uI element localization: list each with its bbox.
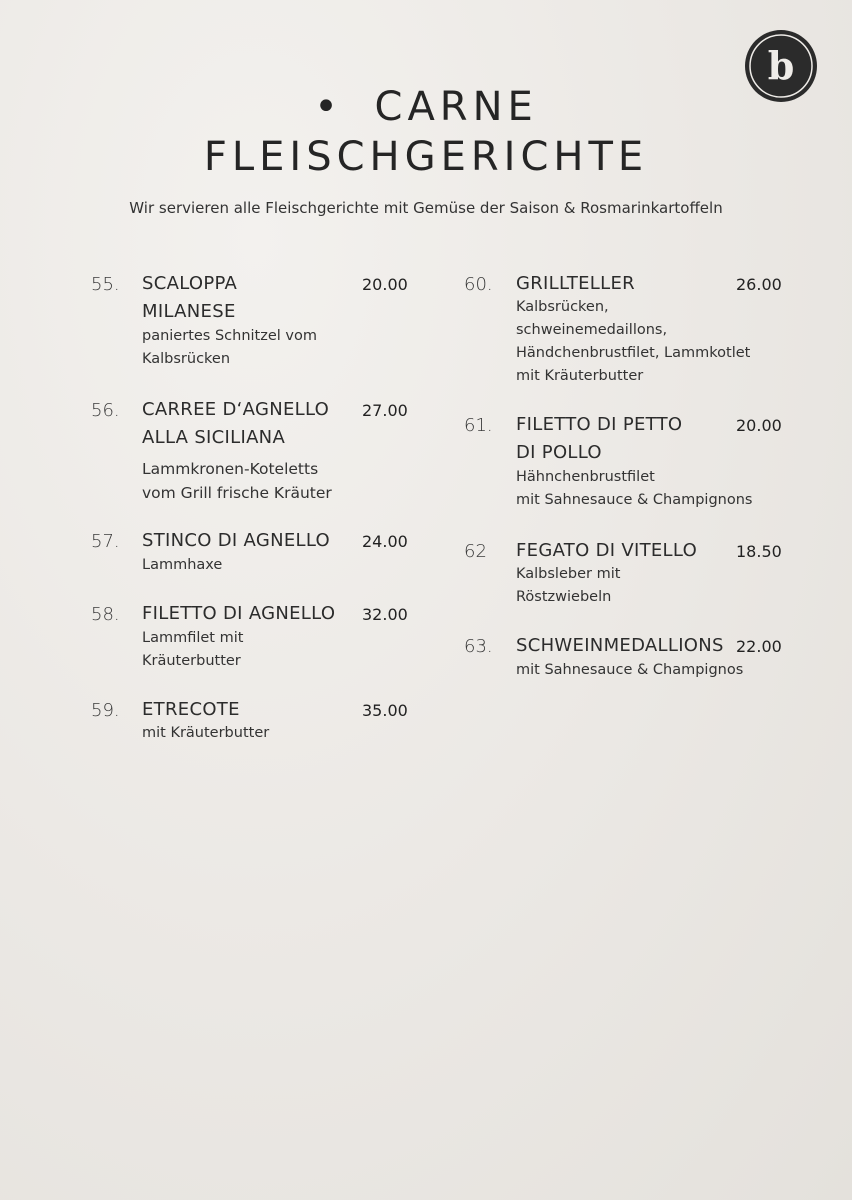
item-description-line: Hähnchenbrustfilet: [516, 469, 655, 485]
item-name-line: GRILLTELLER: [516, 273, 635, 294]
item-description-line: Lammkronen-Koteletts: [142, 460, 319, 478]
item-description-line: Kalbsrücken,: [516, 299, 609, 315]
item-name: [142, 600, 335, 628]
item-description: [516, 296, 750, 388]
item-name: [516, 632, 724, 660]
item-description-line: Händchenbrustfilet, Lammkotlet: [516, 345, 751, 361]
item-number: 61.: [464, 415, 493, 436]
item-description-line: schweinemedaillons,: [516, 322, 668, 338]
item-description-line: mit Sahnesauce & Champignos: [516, 662, 744, 678]
item-name-line: FEGATO DI VITELLO: [516, 540, 698, 561]
item-name-line: MILANESE: [142, 301, 236, 322]
item-name: [142, 527, 330, 555]
item-number: 57.: [91, 531, 120, 552]
item-description: [142, 554, 222, 577]
title-carne: CARNE: [374, 84, 538, 130]
item-description-line: Lammfilet mit: [142, 630, 244, 646]
item-price: 20.00: [736, 416, 782, 435]
title-bullet: •: [314, 84, 343, 130]
item-number: 59.: [91, 700, 120, 721]
item-number: 58.: [91, 604, 120, 625]
item-price: 26.00: [736, 275, 782, 294]
item-number: 60.: [464, 274, 493, 295]
item-description-line: Kalbsleber mit: [516, 566, 621, 582]
item-name: [142, 270, 237, 326]
item-description-line: mit Sahnesauce & Champignons: [516, 492, 753, 508]
item-name-line: CARREE D‘AGNELLO: [142, 399, 330, 420]
item-name: [516, 270, 635, 298]
item-name-line: ETRECOTE: [142, 699, 240, 720]
item-description-line: mit Kräuterbutter: [516, 368, 644, 384]
item-description: [516, 659, 743, 682]
page-title-line-1: [0, 84, 852, 130]
item-description-line: Röstzwiebeln: [516, 589, 612, 605]
item-description-line: vom Grill frische Kräuter: [142, 484, 332, 502]
item-price: 24.00: [362, 532, 408, 551]
item-name-line: SCALOPPA: [142, 273, 238, 294]
item-number: 62: [464, 541, 487, 562]
item-description: [142, 627, 243, 673]
logo-letter: b: [767, 43, 795, 88]
item-description-line: paniertes Schnitzel vom: [142, 328, 317, 344]
item-description-line: Lammhaxe: [142, 557, 223, 573]
item-description-line: Kräuterbutter: [142, 653, 241, 669]
item-number: 56.: [91, 400, 120, 421]
item-description: [516, 563, 620, 609]
item-description: [142, 325, 317, 371]
item-description-line: mit Kräuterbutter: [142, 725, 270, 741]
item-description: [142, 457, 332, 505]
item-name-line: SCHWEINMEDALLIONS: [516, 635, 724, 656]
page-subtitle: Wir servieren alle Fleischgerichte mit Gemüse der Saison & Rosmarinkartoffeln: [129, 199, 723, 217]
item-name-line: FILETTO DI PETTO: [516, 414, 683, 435]
item-number: 63.: [464, 636, 493, 657]
item-description: [516, 466, 752, 512]
item-name: [142, 396, 329, 452]
item-price: 27.00: [362, 401, 408, 420]
item-price: 18.50: [736, 542, 782, 561]
item-name-line: DI POLLO: [516, 442, 602, 463]
item-name: [142, 696, 240, 724]
item-name-line: FILETTO DI AGNELLO: [142, 603, 336, 624]
item-name: [516, 537, 697, 565]
item-price: 20.00: [362, 275, 408, 294]
item-price: 22.00: [736, 637, 782, 656]
item-price: 35.00: [362, 701, 408, 720]
item-name-line: ALLA SICILIANA: [142, 427, 286, 448]
item-number: 55.: [91, 274, 120, 295]
item-name: [516, 411, 682, 467]
item-description: [142, 722, 269, 745]
item-description-line: Kalbsrücken: [142, 351, 231, 367]
item-price: 32.00: [362, 605, 408, 624]
page-title-line-2: FLEISCHGERICHTE: [203, 134, 649, 180]
item-name-line: STINCO DI AGNELLO: [142, 530, 331, 551]
